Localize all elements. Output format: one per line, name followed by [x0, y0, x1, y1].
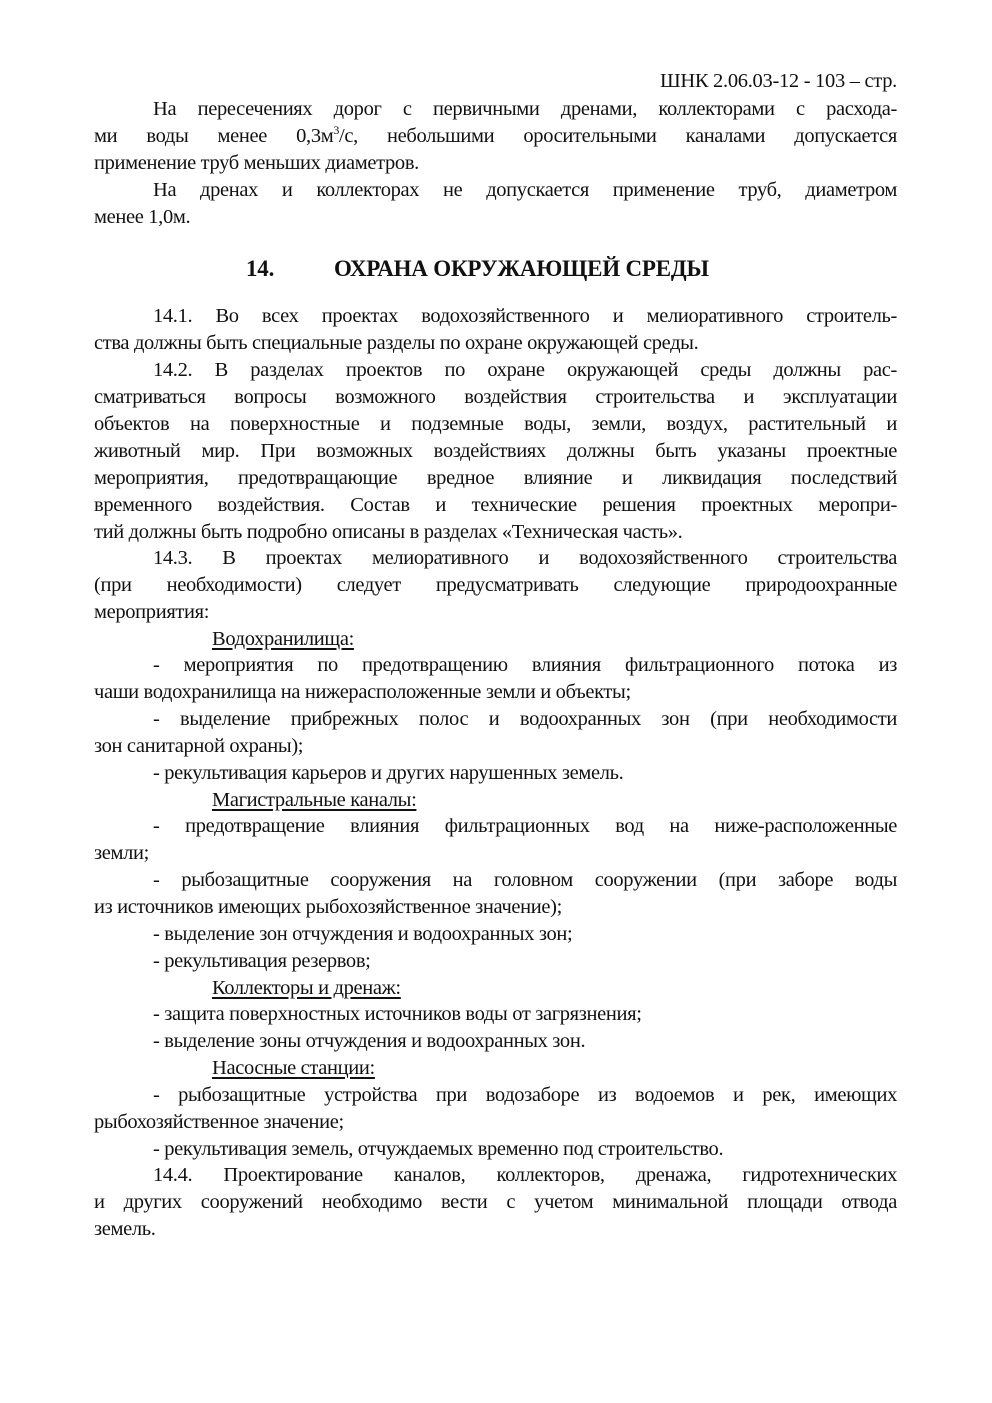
- paragraph-line: объектов на поверхностные и подземные воды, земли, воздух, растительный и: [94, 413, 897, 435]
- list-item: - рыбозащитные сооружения на головном сооружении (при заборе воды: [153, 869, 897, 891]
- list-item: - защита поверхностных источников воды от загрязнения;: [153, 1003, 642, 1025]
- paragraph-line: 14.3. В проектах мелиоративного и водохозяйственного строительства: [153, 547, 897, 569]
- page-header-doc-ref: ШНК 2.06.03-12 - 103 – стр.: [659, 70, 897, 92]
- list-item: - рыбозащитные устройства при водозаборе из водоемов и рек, имеющих: [153, 1084, 897, 1106]
- subheading-text: Насосные станции:: [212, 1057, 375, 1079]
- text-fragment: /с, небольшими оросительными каналами допускается: [339, 125, 897, 147]
- paragraph-line: мероприятия:: [94, 601, 210, 623]
- paragraph-line: применение труб меньших диаметров.: [94, 152, 419, 174]
- paragraph-line: 14.2. В разделах проектов по охране окружающей среды должны рас-: [153, 359, 897, 381]
- paragraph-line: 14.4. Проектирование каналов, коллекторов, дренажа, гидротехнических: [153, 1164, 897, 1186]
- list-item: - предотвращение влияния фильтрационных вод на ниже-расположенные: [153, 815, 897, 837]
- paragraph-line: земель.: [94, 1218, 156, 1240]
- subheading-collectors: [212, 975, 992, 1001]
- list-item-continuation: чаши водохранилища на нижерасположенные земли и объекты;: [94, 681, 631, 703]
- paragraph-line: На пересечениях дорог с первичными дренами, коллекторами с расхода-: [153, 98, 897, 120]
- list-item-continuation: земли;: [94, 842, 149, 864]
- subheading-text: Водохранилища:: [212, 628, 354, 650]
- paragraph-line: животный мир. При возможных воздействиях должны быть указаны проектные: [94, 440, 897, 462]
- superscript: 3: [333, 123, 339, 137]
- paragraph-line: 14.1. Во всех проектах водохозяйственного и мелиоративного строитель-: [153, 305, 897, 327]
- subheading-main-canals: [212, 787, 992, 813]
- list-item: - рекультивация резервов;: [153, 950, 371, 972]
- text-fragment: ми воды менее 0,3м: [94, 125, 334, 147]
- list-item-continuation: из источников имеющих рыбохозяйственное значение);: [94, 896, 562, 918]
- subheading-pump-stations: [212, 1055, 992, 1081]
- list-item: - выделение зон отчуждения и водоохранных зон;: [153, 923, 573, 945]
- subheading-text: Коллекторы и дренаж:: [212, 977, 401, 999]
- paragraph-line: На дренах и коллекторах не допускается применение труб, диаметром: [153, 179, 897, 201]
- paragraph-line: сматриваться вопросы возможного воздействия строительства и эксплуатации: [94, 386, 897, 408]
- paragraph-line: менее 1,0м.: [94, 206, 191, 228]
- paragraph-line: мероприятия, предотвращающие вредное влияние и ликвидация последствий: [94, 467, 897, 489]
- paragraph-line: и других сооружений необходимо вести с учетом минимальной площади отвода: [94, 1191, 897, 1213]
- paragraph-line: [94, 123, 897, 149]
- list-item-continuation: рыбохозяйственное значение;: [94, 1111, 344, 1133]
- subheading-reservoirs: [212, 626, 992, 652]
- paragraph-line: (при необходимости) следует предусматривать следующие природоохранные: [94, 574, 897, 596]
- list-item: - выделение прибрежных полос и водоохранных зон (при необходимости: [153, 708, 897, 730]
- list-item: - рекультивация карьеров и других нарушенных земель.: [153, 762, 624, 784]
- list-item: - выделение зоны отчуждения и водоохранных зон.: [153, 1030, 586, 1052]
- section-number: 14.: [246, 256, 275, 281]
- paragraph-line: ства должны быть специальные разделы по охране окружающей среды.: [94, 332, 699, 354]
- section-title: ОХРАНА ОКРУЖАЮЩЕЙ СРЕДЫ: [334, 256, 709, 281]
- list-item-continuation: зон санитарной охраны);: [94, 735, 304, 757]
- list-item: - мероприятия по предотвращению влияния фильтрационного потока из: [153, 654, 897, 676]
- list-item: - рекультивация земель, отчуждаемых временно под строительство.: [153, 1138, 724, 1160]
- paragraph-line: временного воздействия. Состав и технические решения проектных меропри-: [94, 494, 897, 516]
- paragraph-line: тий должны быть подробно описаны в разделах «Техническая часть».: [94, 521, 683, 543]
- subheading-text: Магистральные каналы:: [212, 789, 417, 811]
